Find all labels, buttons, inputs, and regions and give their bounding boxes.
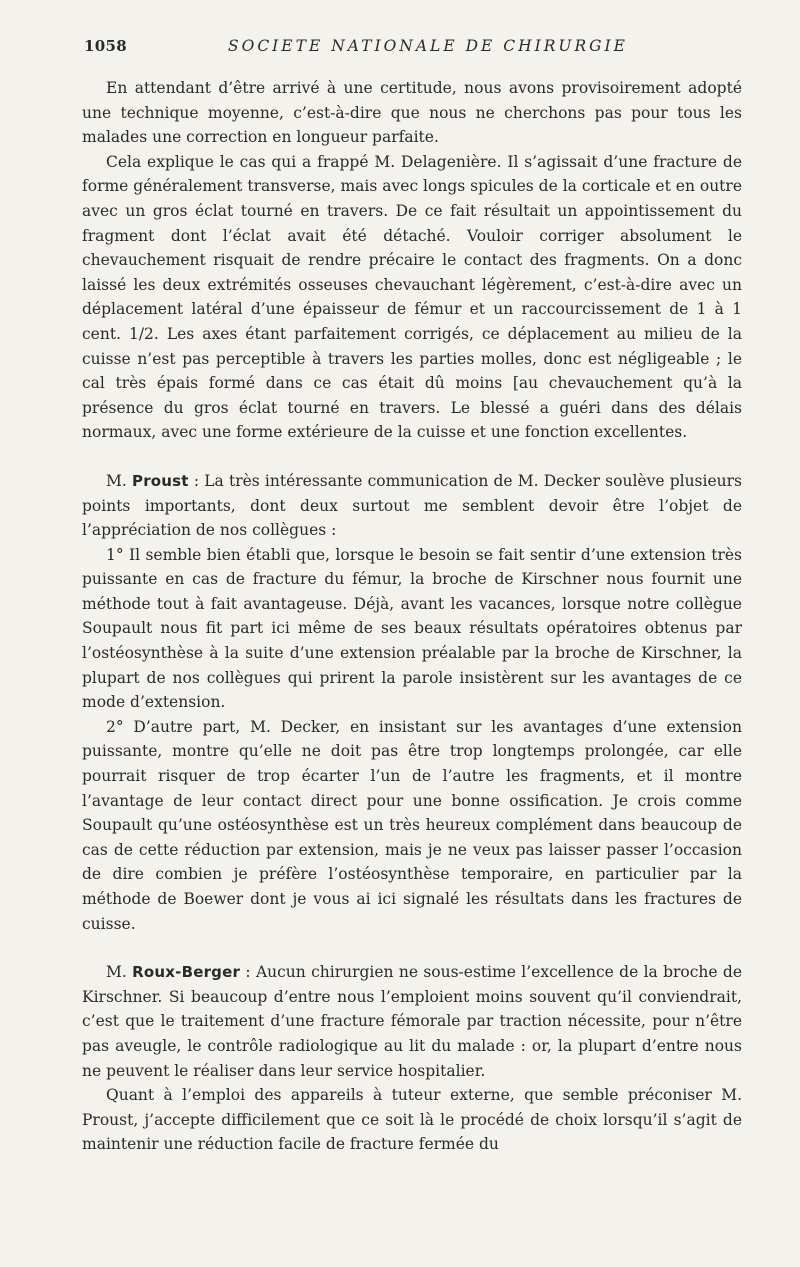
speaker-prefix: M. (106, 471, 127, 490)
paragraph-text: 2° D’autre part, M. Decker, en insistant sur les avantages d’une extension puissante, montre qu’elle ne doit pas être trop longtemps prolongée, car elle pourrait risquer de trop écarter l’un de l’autre les fragments, et il montre l’avantage de leur contact direct pour une bonne ossification. Je crois comme Soupault qu’une ostéosynthèse est un très heureux complément dans beaucoup de cas de cette réduction par extension, mais je ne veux pas laisser passer l’occasion de dire combien je préfère l’ostéosynthèse temporaire, en particulier par la méthode de Boewer dont je vous ai ici signalé les résultats dans les fractures de cuisse. (82, 717, 742, 933)
paragraph-text: Quant à l’emploi des appareils à tuteur externe, que semble préconiser M. Proust, j’accepte difficilement que ce soit là le procédé de choix lorsqu’il s’agit de maintenir une réduction facile de fracture fermée du (82, 1086, 742, 1154)
paragraph-text: 1° Il semble bien établi que, lorsque le besoin se fait sentir d’une extension très puissante en cas de fracture du fémur, la broche de Kirschner nous fournit une méthode tout à fait avantageuse. Déjà, avant les vacances, lorsque notre collègue Soupault nous fit part ici même de ses beaux résultats opératoires obtenus par l’ostéosynthèse à la suite d’une extension préalable par la broche de Kirschner, la plupart de nos collègues qui prirent la parole insistèrent sur les avantages de ce mode d’extension. (82, 545, 742, 712)
paragraph (82, 543, 742, 715)
paragraph-text: Cela explique le cas qui a frappé M. Delagenière. Il s’agissait d’une fracture de forme généralement transverse, mais avec longs spicules de la corticale et en outre avec un gros éclat tourné en travers. De ce fait résultait un appointissement du fragment dont l’éclat avait été détaché. Vouloir corriger absolument le chevauchement risquait de rendre précaire le contact des fragments. On a donc laissé les deux extrémités osseuses chevauchant légèrement, c’est-à-dire avec un déplacement latéral d’une épaisseur de fémur et un raccourcissement de 1 à 1 cent. 1/2. Les axes étant parfaitement corrigés, ce déplacement au milieu de la cuisse n’est pas perceptible à travers les parties molles, donc est négligeable ; le cal très épais formé dans ce cas était dû moins [au chevauchement qu’à la présence du gros éclat tourné en travers. Le blessé a guéri dans des délais normaux, avec une forme extérieure de la cuisse et une fonction excellentes. (82, 152, 742, 442)
page-number: 1058 (84, 37, 127, 55)
paragraph (82, 715, 742, 936)
speaker-name: Roux-Berger (132, 963, 241, 982)
running-title: SOCIETE NATIONALE DE CHIRURGIE (228, 37, 628, 55)
paragraph (82, 76, 742, 150)
paragraph-text: En attendant d’être arrivé à une certitude, nous avons provisoirement adopté une technique moyenne, c’est-à-dire que nous ne cherchons pas pour tous les malades une correction en longueur parfaite. (82, 79, 742, 147)
paragraph-text: : La très intéressante communication de M. Decker soulève plusieurs points importants, dont deux surtout me semblent devoir être l’objet de l’appréciation de nos collègues : (82, 471, 742, 540)
page-header (82, 37, 742, 59)
paragraph (82, 150, 742, 445)
paragraph (82, 1083, 742, 1157)
paragraph-text: : Aucun chirurgien ne sous-estime l’excellence de la broche de Kirschner. Si beaucoup d’entre nous l’emploient moins souvent qu’il conviendrait, c’est que le traitement d’une fracture fémorale par traction nécessite, pour n’être pas aveugle, le contrôle radiologique au lit du malade : or, la plupart d’entre nous ne peuvent le réaliser dans leur service hospitalier. (82, 963, 742, 1080)
body-text (82, 76, 742, 1157)
paragraph-speaker-proust (82, 469, 742, 543)
speaker-name: Proust (132, 471, 189, 490)
paragraph-speaker-roux-berger (82, 960, 742, 1083)
speaker-prefix: M. (106, 963, 127, 982)
